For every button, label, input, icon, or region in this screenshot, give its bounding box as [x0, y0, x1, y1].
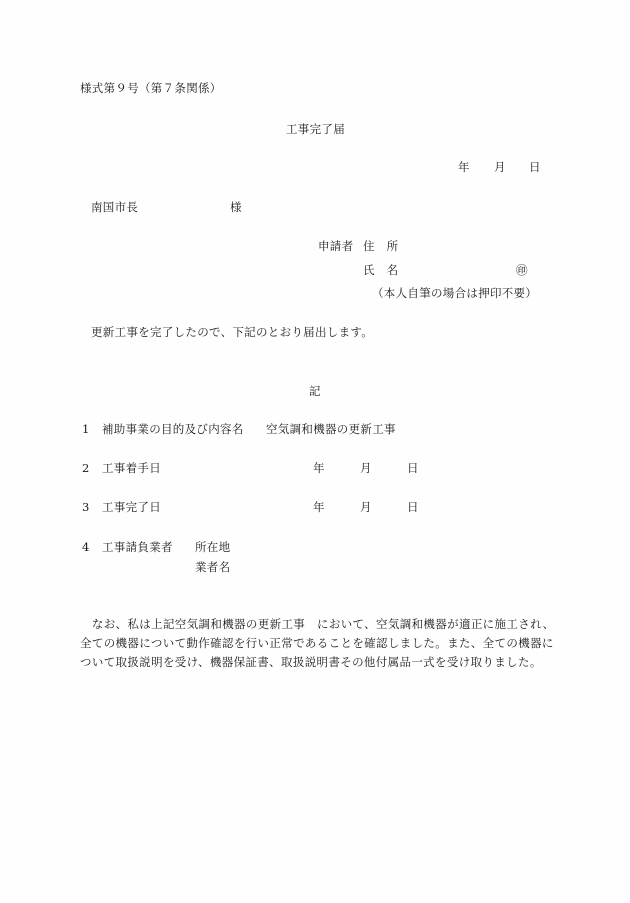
item-label: 工事請負業者	[102, 540, 173, 554]
contractor-location-label: 所在地	[195, 540, 231, 554]
document-title: 工事完了届	[286, 122, 345, 136]
item-year-label: 年	[313, 500, 325, 514]
item-label: 工事完了日	[102, 500, 161, 514]
item-number: 1	[82, 422, 90, 436]
seal-note: （本人自筆の場合は押印不要）	[372, 286, 538, 300]
item-number: 4	[82, 540, 90, 554]
item-day-label: 日	[407, 500, 419, 514]
date-year-label: 年	[458, 160, 470, 174]
addressee-honorific: 様	[230, 200, 242, 214]
item-number: 2	[82, 461, 90, 475]
applicant-label: 申請者	[318, 239, 354, 253]
date-month-label: 月	[494, 160, 506, 174]
addressee-name: 南国市長	[91, 200, 139, 214]
item-month-label: 月	[360, 461, 372, 475]
item-value: 空気調和機器の更新工事	[266, 422, 396, 436]
date-day-label: 日	[529, 160, 541, 174]
contractor-name-label: 業者名	[195, 560, 231, 574]
item-day-label: 日	[407, 461, 419, 475]
item-year-label: 年	[313, 461, 325, 475]
declaration-paragraph: なお、私は上記空気調和機器の更新工事 において、空気調和機器が適正に施工され、全ての機器について動作確認を行い正常であることを確認しました。また、全ての機器について取扱説明を受け、機器保証書、取扱説明書その他付属品一式を受け取りました。	[80, 617, 555, 669]
applicant-address-label: 住 所	[363, 239, 399, 253]
item-month-label: 月	[360, 500, 372, 514]
item-label: 補助事業の目的及び内容名	[102, 422, 244, 436]
seal-mark-icon: ㊞	[516, 263, 528, 277]
applicant-name-label: 氏 名	[363, 263, 399, 277]
item-number: 3	[82, 500, 90, 514]
form-number: 様式第９号（第７条関係）	[80, 81, 222, 95]
intro-text: 更新工事を完了したので、下記のとおり届出します。	[91, 325, 374, 339]
ki-heading: 記	[309, 384, 321, 398]
item-label: 工事着手日	[102, 461, 161, 475]
